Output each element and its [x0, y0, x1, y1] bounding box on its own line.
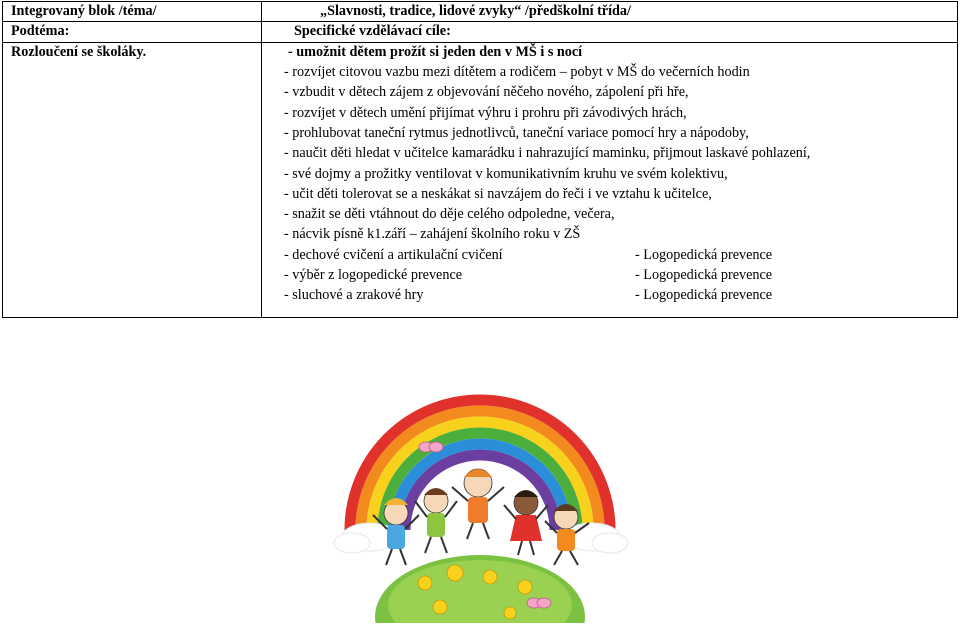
block-label: Integrovaný blok /téma/ [3, 2, 262, 22]
block-title: „Slavnosti, tradice, lidové zvyky“ /předškolní třída/ [262, 2, 958, 22]
goal-item: - rozvíjet citovou vazbu mezi dítětem a rodičem – pobyt v MŠ do večerních hodin [284, 64, 750, 81]
activity-text: - sluchové a zrakové hry [284, 287, 424, 304]
goal-item: - naučit děti hledat v učitelce kamarádku i nahrazující maminku, přijmout laskavé pohlazení, [284, 145, 811, 162]
goals-list [262, 42, 958, 317]
table-row [3, 22, 958, 42]
goal-item: - prohlubovat taneční rytmus jednotlivců, taneční variace pomocí hry a nápodoby, [284, 125, 749, 141]
butterfly-icon [527, 598, 551, 608]
goal-item: - nácvik písně k1.září – zahájení školního roku v ZŠ [284, 226, 581, 243]
rainbow-illustration [330, 355, 630, 623]
butterfly-icon [419, 442, 443, 452]
activity-text: - výběr z logopedické prevence [284, 267, 463, 284]
activity-row [284, 286, 949, 306]
hill [375, 555, 585, 623]
goal-item: - vzbudit v dětech zájem z objevování něčeho nového, zápolení při hře, [284, 84, 689, 101]
subtopic-label: Podtéma: [3, 22, 262, 42]
activity-text: - dechové cvičení a artikulační cvičení [284, 246, 503, 263]
lesson-plan-table [2, 1, 958, 318]
child-figure [415, 488, 457, 553]
goals-heading: Specifické vzdělávací cíle: [262, 22, 958, 42]
activity-category: - Logopedická prevence [635, 267, 773, 284]
goal-item: - snažit se děti vtáhnout do děje celého odpoledne, večera, [284, 206, 615, 223]
table-row [3, 2, 958, 22]
subtopic-value: Rozloučení se školáky. [3, 42, 262, 317]
goal-item: - své dojmy a prožitky ventilovat v komunikativním kruhu ve svém kolektivu, [284, 165, 728, 182]
goal-item: - učit děti tolerovat se a neskákat si navzájem do řeči i ve vztahu k učitelce, [284, 185, 712, 202]
child-figure [452, 469, 504, 539]
child-figure [504, 490, 548, 555]
goal-item: - rozvíjet v dětech umění přijímat výhru i prohru při závodivých hrách, [284, 104, 687, 121]
activity-row [284, 266, 949, 286]
activity-category: - Logopedická prevence [635, 287, 773, 304]
goal-item: - umožnit dětem prožít si jeden den v MŠ i s nocí [288, 43, 583, 60]
activity-category: - Logopedická prevence [635, 246, 773, 263]
activity-row [284, 246, 949, 266]
table-row [3, 42, 958, 317]
